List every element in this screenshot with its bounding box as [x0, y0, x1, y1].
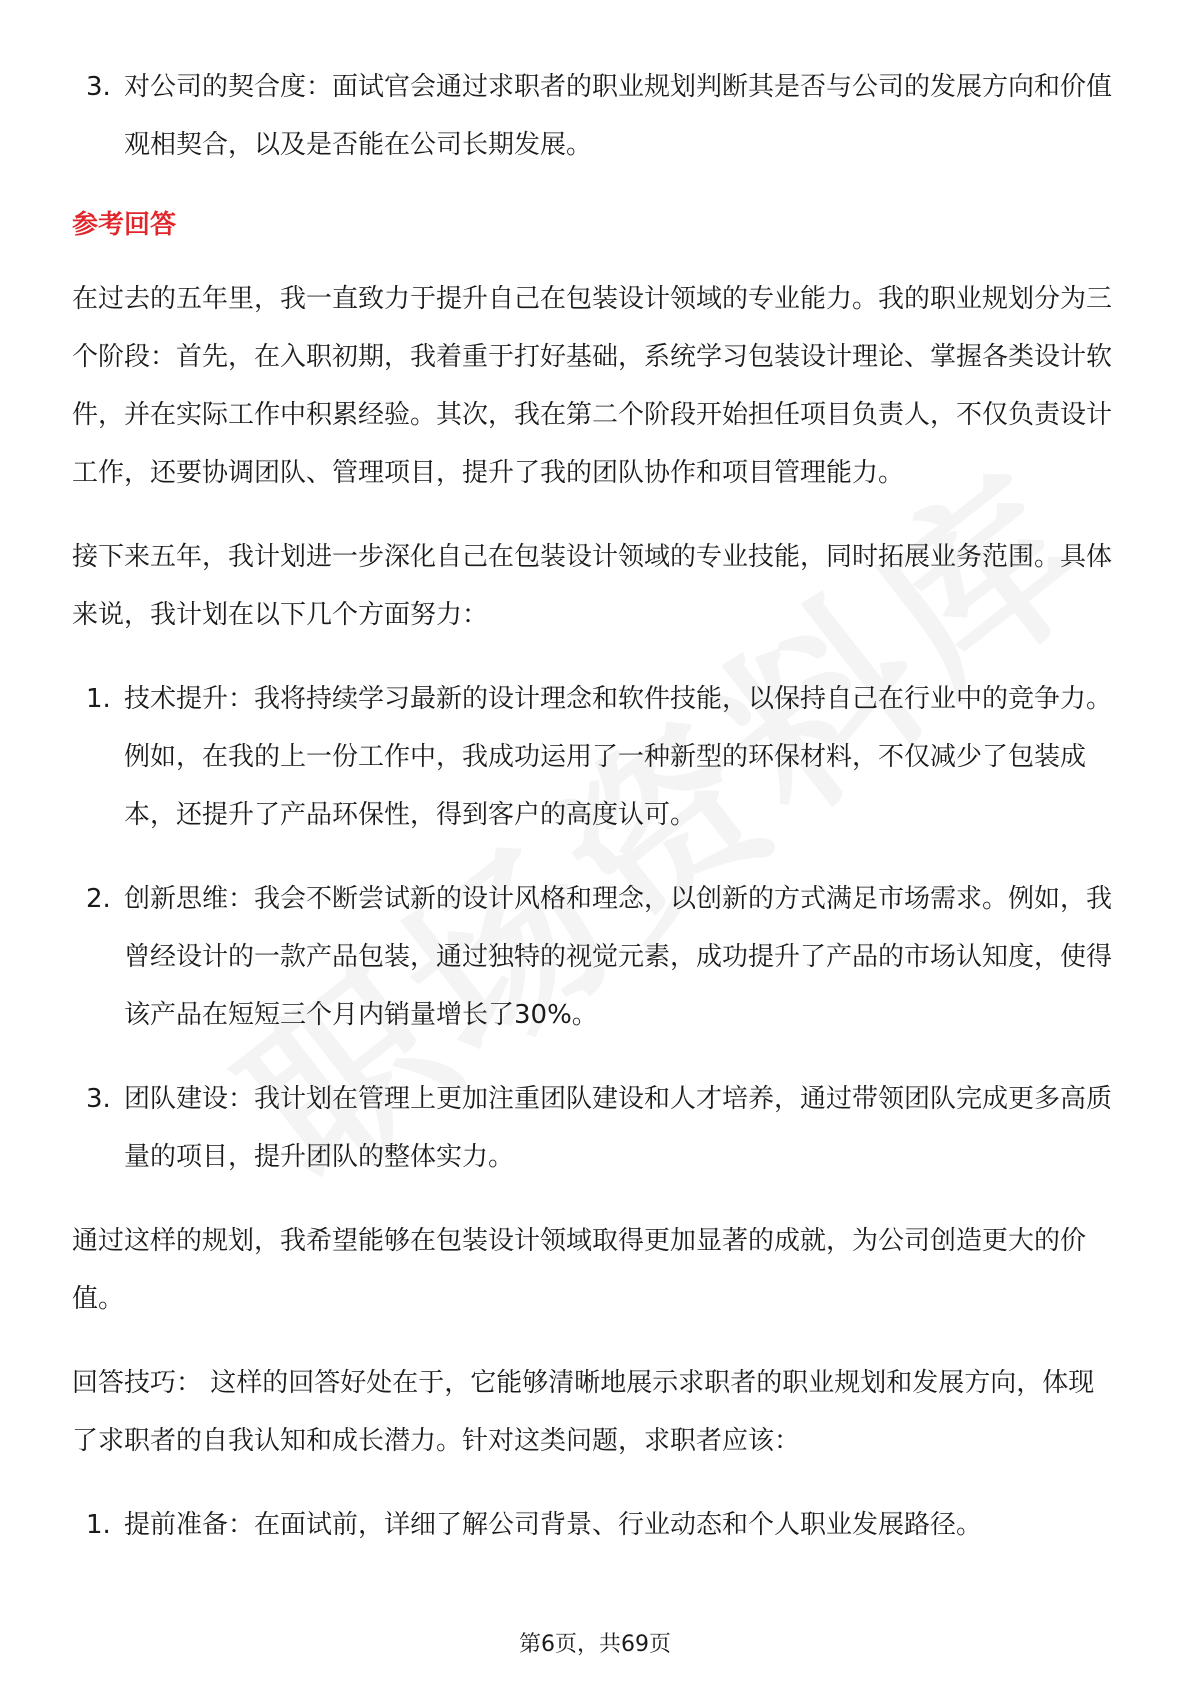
list-number: 1. — [86, 1510, 111, 1540]
list-number: 1. — [86, 684, 111, 714]
section-heading: 参考回答 — [72, 210, 177, 240]
criteria-item — [72, 58, 1120, 174]
answer-paragraph: 接下来五年，我计划进一步深化自己在包装设计领域的专业技能，同时拓展业务范围。具体来说，我计划在以下几个方面努力： — [72, 542, 1113, 630]
list-item-text: 创新思维：我会不断尝试新的设计风格和理念，以创新的方式满足市场需求。例如，我曾经设计的一款产品包装，通过独特的视觉元素，成功提升了产品的市场认知度，使得该产品在短短三个月内销量增长了30%。 — [124, 884, 1113, 1030]
list-item-text: 技术提升：我将持续学习最新的设计理念和软件技能，以保持自己在行业中的竞争力。例如，在我的上一份工作中，我成功运用了一种新型的环保材料，不仅减少了包装成本，还提升了产品环保性，得到客户的高度认可。 — [124, 684, 1113, 830]
list-item-text: 团队建设：我计划在管理上更加注重团队建设和人才培养，通过带领团队完成更多高质量的项目，提升团队的整体实力。 — [124, 1084, 1113, 1172]
list-number: 2. — [86, 884, 111, 914]
answer-paragraph: 在过去的五年里，我一直致力于提升自己在包装设计领域的专业能力。我的职业规划分为三个阶段：首先，在入职初期，我着重于打好基础，系统学习包装设计理论、掌握各类设计软件，并在实际工作中积累经验。其次，我在第二个阶段开始担任项目负责人，不仅负责设计工作，还要协调团队、管理项目，提升了我的团队协作和项目管理能力。 — [72, 284, 1113, 488]
tip-item — [72, 1496, 1120, 1554]
page-content — [72, 58, 1120, 1580]
list-item-text: 对公司的契合度：面试官会通过求职者的职业规划判断其是否与公司的发展方向和价值观相契合，以及是否能在公司长期发展。 — [124, 72, 1113, 160]
list-item-text: 提前准备：在面试前，详细了解公司背景、行业动态和个人职业发展路径。 — [124, 1510, 983, 1540]
plan-item — [72, 670, 1120, 844]
tips-paragraph: 回答技巧： 这样的回答好处在于，它能够清晰地展示求职者的职业规划和发展方向，体现了求职者的自我认知和成长潜力。针对这类问题，求职者应该： — [72, 1368, 1095, 1456]
list-number: 3. — [86, 1084, 111, 1114]
plan-item — [72, 1070, 1120, 1186]
plan-item — [72, 870, 1120, 1044]
list-number: 3. — [86, 72, 111, 102]
answer-paragraph: 通过这样的规划，我希望能够在包装设计领域取得更加显著的成就，为公司创造更大的价值。 — [72, 1226, 1087, 1314]
page-footer: 第6页，共69页 — [519, 1632, 671, 1657]
